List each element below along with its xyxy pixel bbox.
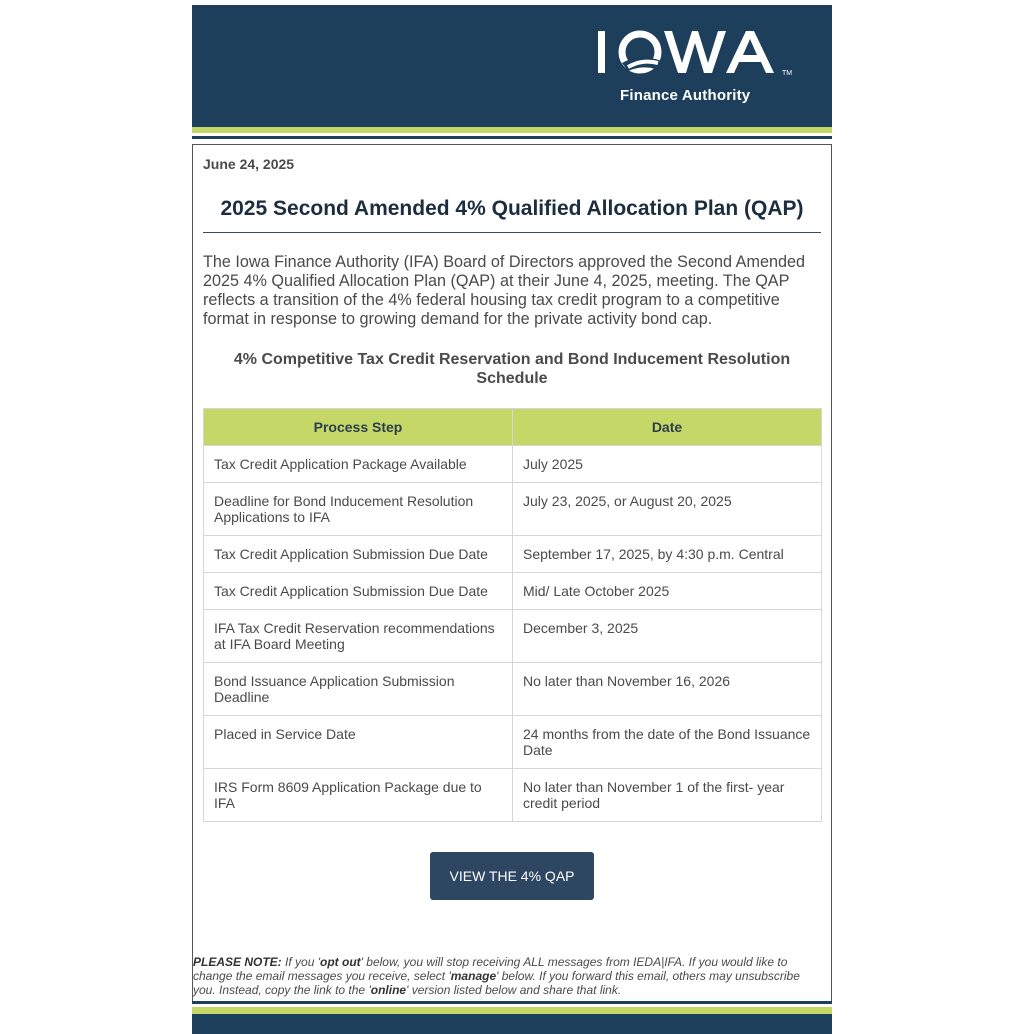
header-stripe-navy (192, 136, 832, 139)
date-cell: September 17, 2025, by 4:30 p.m. Central (513, 536, 822, 573)
column-header-date: Date (513, 409, 822, 446)
step-cell: Tax Credit Application Submission Due Date (204, 573, 513, 610)
column-header-step: Process Step (204, 409, 513, 446)
date-cell: 24 months from the date of the Bond Issuance Date (513, 716, 822, 769)
table-row (204, 536, 822, 573)
step-cell: Deadline for Bond Inducement Resolution Applications to IFA (204, 483, 513, 536)
table-row (204, 769, 822, 822)
email-container (192, 5, 832, 1015)
title-divider (203, 232, 821, 233)
opt-out-term: opt out (320, 955, 361, 969)
schedule-table (203, 408, 822, 822)
note-text-4: ' version listed below and share that link. (406, 983, 622, 997)
note-text-1: If you ' (281, 955, 320, 969)
unsubscribe-note (193, 955, 823, 997)
step-cell: Bond Issuance Application Submission Deadline (204, 663, 513, 716)
table-row (204, 716, 822, 769)
table-row (204, 610, 822, 663)
step-cell: IRS Form 8609 Application Package due to IFA (204, 769, 513, 822)
step-cell: Tax Credit Application Package Available (204, 446, 513, 483)
date-cell: No later than November 16, 2026 (513, 663, 822, 716)
date-cell: December 3, 2025 (513, 610, 822, 663)
footer-stripe-navy-bottom (192, 1014, 832, 1034)
step-cell: IFA Tax Credit Reservation recommendations at IFA Board Meeting (204, 610, 513, 663)
table-row (204, 573, 822, 610)
email-body (192, 144, 832, 1015)
view-qap-button[interactable]: VIEW THE 4% QAP (430, 852, 594, 900)
footer-stripes (192, 1001, 832, 1034)
manage-term: manage (450, 969, 497, 983)
note-text-3: ' below. If you forward this email, others may unsubscribe you. Instead, copy the link to the ' (193, 969, 800, 997)
step-cell: Tax Credit Application Submission Due Date (204, 536, 513, 573)
table-row (204, 483, 822, 536)
note-text-2: ' below, you will stop receiving ALL messages from IEDA|IFA. If you would like to change the email messages you receive, select ' (193, 955, 788, 983)
footer-stripe-green (192, 1007, 832, 1014)
logo-subtitle: Finance Authority (620, 87, 751, 104)
note-lead: PLEASE NOTE: (193, 955, 282, 969)
iowa-logo-icon (598, 23, 792, 83)
date-cell: No later than November 1 of the first- year credit period (513, 769, 822, 822)
online-term: online (370, 983, 407, 997)
publish-date: June 24, 2025 (203, 156, 295, 172)
date-cell: Mid/ Late October 2025 (513, 573, 822, 610)
table-row (204, 446, 822, 483)
table-row (204, 663, 822, 716)
table-header-row (204, 409, 822, 446)
step-cell: Placed in Service Date (204, 716, 513, 769)
intro-paragraph: The Iowa Finance Authority (IFA) Board of Directors approved the Second Amended 2025 4% Qualified Allocation Plan (QAP) at their June 4, 2025, meeting. The QAP reflects a transition of the 4% federal housing tax credit program to a competitive format in response to growing demand for the private activity bond cap. (203, 253, 805, 328)
date-cell: July 2025 (513, 446, 822, 483)
date-cell: July 23, 2025, or August 20, 2025 (513, 483, 822, 536)
page-title: 2025 Second Amended 4% Qualified Allocation Plan (QAP) (220, 197, 804, 220)
svg-text:TM: TM (782, 70, 792, 77)
header-banner (192, 5, 832, 127)
schedule-heading: 4% Competitive Tax Credit Reservation and Bond Inducement Resolution Schedule (233, 351, 791, 387)
